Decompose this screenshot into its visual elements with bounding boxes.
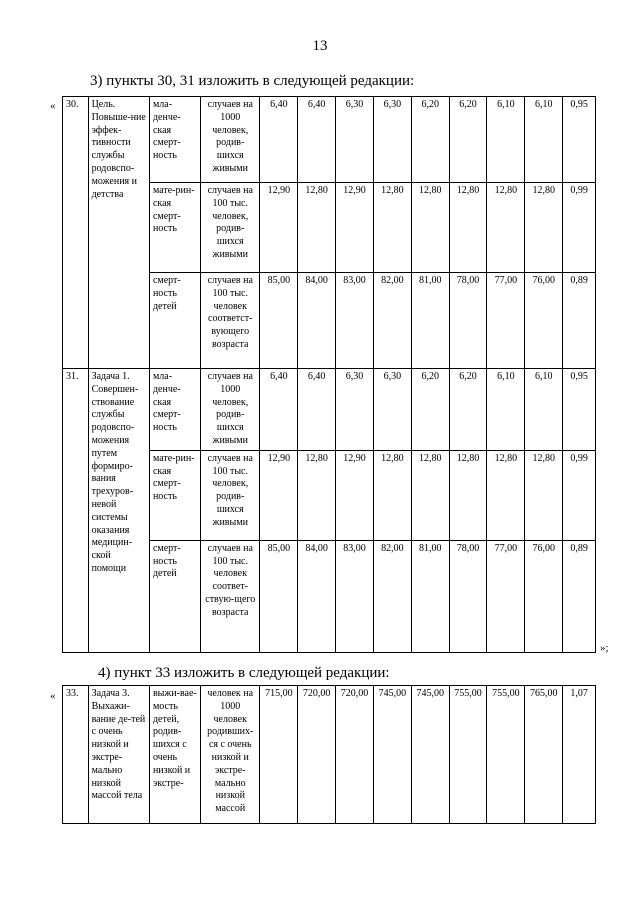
indicator-name: смерт-ность детей xyxy=(149,273,200,369)
unit-of-measure: случаев на 100 тыс. человек, родив-шихся живыми xyxy=(201,183,260,273)
indicator-value: 6,40 xyxy=(298,369,336,451)
indicator-value: 755,00 xyxy=(487,686,525,824)
indicator-value: 6,40 xyxy=(260,369,298,451)
indicator-value: 12,80 xyxy=(373,450,411,540)
indicator-value: 745,00 xyxy=(411,686,449,824)
table-row xyxy=(63,686,596,824)
indicators-table-item-33 xyxy=(62,685,596,824)
indicator-value: 12,90 xyxy=(336,183,374,273)
indicator-value: 6,20 xyxy=(449,369,487,451)
opening-quote-mark: « xyxy=(50,100,56,112)
indicator-value: 6,10 xyxy=(525,97,563,183)
indicator-value: 6,30 xyxy=(373,369,411,451)
closing-quote-mark: »; xyxy=(600,642,609,654)
goal-description: Задача 1. Совершен-ствование службы родовспо-можения путем формиро-вания трехуров-невой системы оказания медицин-ской помощи xyxy=(88,369,149,653)
indicator-value: 12,90 xyxy=(336,450,374,540)
unit-of-measure: человек на 1000 человек родивших-ся с очень низкой и экстре-мально низкой массой xyxy=(201,686,260,824)
indicator-value: 1,07 xyxy=(563,686,596,824)
indicator-value: 0,99 xyxy=(563,450,596,540)
indicator-value: 720,00 xyxy=(336,686,374,824)
indicator-value: 12,80 xyxy=(298,183,336,273)
indicator-value: 0,89 xyxy=(563,273,596,369)
indicator-value: 12,80 xyxy=(411,183,449,273)
unit-of-measure: случаев на 100 тыс. человек, родив-шихся живыми xyxy=(201,450,260,540)
indicator-value: 12,80 xyxy=(449,450,487,540)
indicator-value: 6,30 xyxy=(373,97,411,183)
indicator-name: выжи-вае-мость детей, родив-шихся с очень низкой и экстре- xyxy=(149,686,200,824)
indicator-value: 765,00 xyxy=(525,686,563,824)
page-number: 13 xyxy=(312,38,328,54)
indicator-value: 6,10 xyxy=(487,369,525,451)
section-heading-items-30-31: 3) пункты 30, 31 изложить в следующей редакции: xyxy=(90,73,415,89)
indicator-value: 6,20 xyxy=(449,97,487,183)
indicator-value: 82,00 xyxy=(373,273,411,369)
indicator-value: 81,00 xyxy=(411,273,449,369)
indicator-value: 84,00 xyxy=(298,540,336,652)
indicator-name: мла-денче-ская смерт-ность xyxy=(149,97,200,183)
indicator-value: 12,80 xyxy=(525,183,563,273)
unit-of-measure: случаев на 1000 человек, родив-шихся живыми xyxy=(201,97,260,183)
indicator-value: 12,80 xyxy=(298,450,336,540)
indicator-value: 83,00 xyxy=(336,273,374,369)
table-row xyxy=(63,97,596,183)
indicator-value: 6,30 xyxy=(336,97,374,183)
indicator-value: 6,40 xyxy=(260,97,298,183)
item-number: 33. xyxy=(63,686,89,824)
indicator-value: 12,80 xyxy=(525,450,563,540)
indicator-value: 82,00 xyxy=(373,540,411,652)
indicator-value: 76,00 xyxy=(525,540,563,652)
indicator-value: 6,10 xyxy=(487,97,525,183)
indicator-value: 0,89 xyxy=(563,540,596,652)
indicator-value: 77,00 xyxy=(487,540,525,652)
indicator-value: 0,95 xyxy=(563,369,596,451)
indicator-value: 12,80 xyxy=(411,450,449,540)
indicator-value: 12,80 xyxy=(487,450,525,540)
indicator-value: 12,80 xyxy=(449,183,487,273)
indicator-value: 6,10 xyxy=(525,369,563,451)
indicator-value: 76,00 xyxy=(525,273,563,369)
unit-of-measure: случаев на 100 тыс. человек соответст-вующего возраста xyxy=(201,273,260,369)
indicator-name: мате-рин-ская смерт-ность xyxy=(149,183,200,273)
goal-description: Цель. Повыше-ние эффек-тивности службы родовспо-можения и детства xyxy=(88,97,149,369)
indicator-value: 77,00 xyxy=(487,273,525,369)
table-row xyxy=(63,369,596,451)
section-heading-item-33: 4) пункт 33 изложить в следующей редакции: xyxy=(98,665,390,681)
indicator-value: 12,90 xyxy=(260,450,298,540)
unit-of-measure: случаев на 100 тыс. человек соответ-ствую-щего возраста xyxy=(201,540,260,652)
indicator-value: 78,00 xyxy=(449,540,487,652)
indicator-value: 715,00 xyxy=(260,686,298,824)
unit-of-measure: случаев на 1000 человек, родив-шихся живыми xyxy=(201,369,260,451)
indicator-value: 84,00 xyxy=(298,273,336,369)
indicator-value: 745,00 xyxy=(373,686,411,824)
indicator-value: 12,80 xyxy=(373,183,411,273)
indicator-value: 6,20 xyxy=(411,369,449,451)
indicator-value: 6,40 xyxy=(298,97,336,183)
indicator-name: мате-рин-ская смерт-ность xyxy=(149,450,200,540)
indicator-value: 12,90 xyxy=(260,183,298,273)
indicator-value: 81,00 xyxy=(411,540,449,652)
indicator-value: 0,95 xyxy=(563,97,596,183)
indicator-value: 85,00 xyxy=(260,540,298,652)
item-number: 31. xyxy=(63,369,89,653)
indicator-value: 78,00 xyxy=(449,273,487,369)
indicator-name: смерт-ность детей xyxy=(149,540,200,652)
goal-description: Задача 3. Выхажи-вание де-тей с очень низкой и экстре-мально низкой массой тела xyxy=(88,686,149,824)
indicators-table-items-30-31 xyxy=(62,96,596,653)
indicator-value: 6,20 xyxy=(411,97,449,183)
indicator-value: 85,00 xyxy=(260,273,298,369)
opening-quote-mark-2: « xyxy=(50,690,56,702)
indicator-value: 755,00 xyxy=(449,686,487,824)
indicator-value: 83,00 xyxy=(336,540,374,652)
indicator-name: мла-денче-ская смерт-ность xyxy=(149,369,200,451)
indicator-value: 6,30 xyxy=(336,369,374,451)
indicator-value: 12,80 xyxy=(487,183,525,273)
item-number: 30. xyxy=(63,97,89,369)
indicator-value: 720,00 xyxy=(298,686,336,824)
indicator-value: 0,99 xyxy=(563,183,596,273)
